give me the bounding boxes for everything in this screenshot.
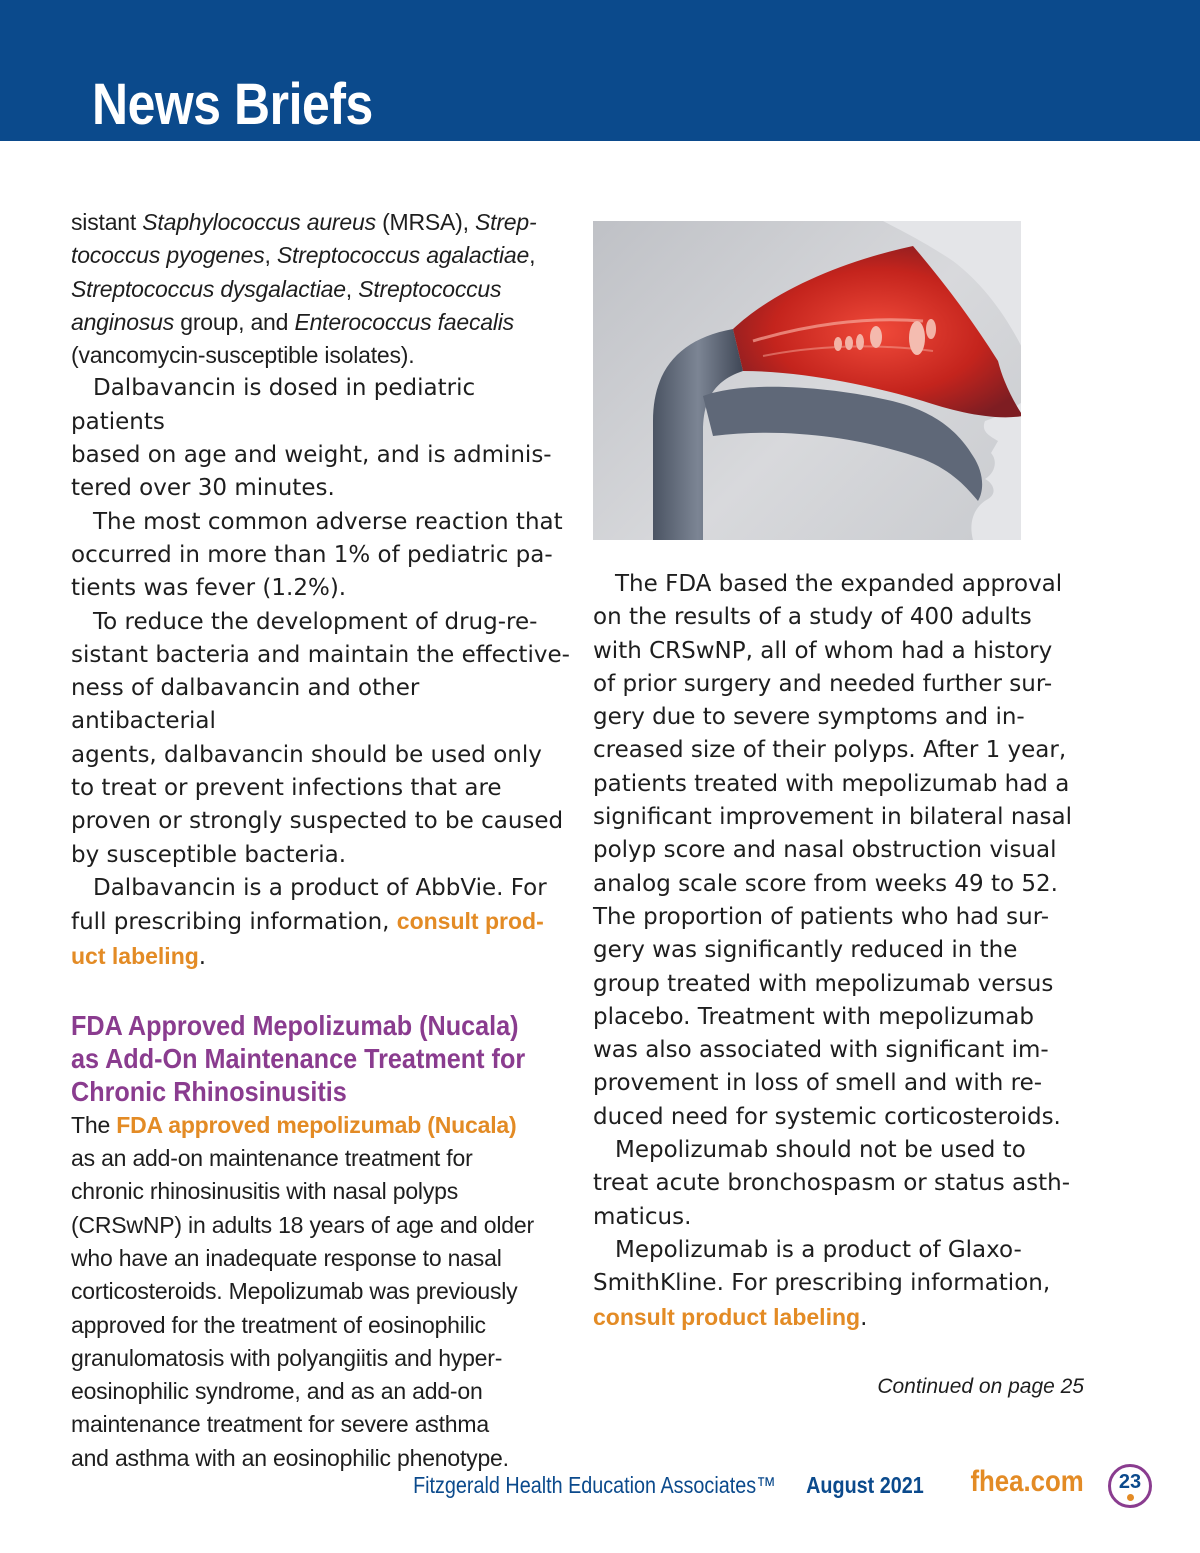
page-number-badge xyxy=(1108,1464,1152,1508)
nasal-cavity-graphic xyxy=(593,221,1021,540)
continued-note: Continued on page 25 xyxy=(877,1375,1084,1398)
fda-approval-link[interactable]: FDA approved mepolizumab (Nucala) xyxy=(116,1111,517,1138)
right-column xyxy=(593,568,1093,1335)
header-banner xyxy=(0,0,1200,141)
left-column xyxy=(71,206,571,1475)
adverse-reaction-paragraph: The most common adverse reaction that occurred in more than 1% of pediatric pa- tients was fever (1.2%). xyxy=(71,508,563,602)
page-title: News Briefs xyxy=(92,72,373,137)
dosing-paragraph: Dalbavancin is dosed in pediatric patients based on age and weight, and is adminis- tered over 30 minutes. xyxy=(71,375,552,502)
consult-product-labeling-link[interactable]: consult prod- uct labeling xyxy=(71,908,544,969)
mepolizumab-product-paragraph: Mepolizumab is a product of Glaxo- SmithKline. For prescribing information, consult product labeling. xyxy=(593,1236,1051,1331)
footer-organization: Fitzgerald Health Education Associates™ xyxy=(413,1472,776,1498)
bronchospasm-paragraph: Mepolizumab should not be used to treat acute bronchospasm or status asth- maticus. xyxy=(593,1137,1071,1230)
mepolizumab-intro-paragraph: The FDA approved mepolizumab (Nucala) as an add-on maintenance treatment for chronic rhinosinusitis with nasal polyps (CRSwNP) in adults 18 years of age and older who have an inadequate response to nasal corticosteroids. Mepolizumab was previously approved for the treatment of eosinophilic granulomatosis with polyangiitis and hyper- eosinophilic syndrome, and as an add-on maintenance treatment for severe asthma and asthma with an eosinophilic phenotype. xyxy=(71,1111,534,1471)
resistance-paragraph: To reduce the development of drug-re- sistant bacteria and maintain the effective- ness of dalbavancin and other antibacterial agents, dalbavancin should be used only to treat or prevent infections that are proven or strongly suspected to be caused by susceptible bacteria. xyxy=(71,608,570,868)
article-headline: FDA Approved Mepolizumab (Nucala) as Add-On Maintenance Treatment for Chronic Rhinosinusitis xyxy=(71,1009,526,1108)
dalbavancin-product-paragraph: Dalbavancin is a product of AbbVie. For full prescribing information, consult prod- uct labeling. xyxy=(71,874,547,970)
consult-product-labeling-link-2[interactable]: consult product labeling xyxy=(593,1303,861,1330)
page-number: 23 xyxy=(1118,1471,1142,1493)
page-footer xyxy=(0,1462,1160,1508)
footer-issue-date: August 2021 xyxy=(806,1472,924,1498)
species-paragraph: sistant Staphylococcus aureus (MRSA), Strep- tococcus pyogenes, Streptococcus agalactiae, Streptococcus dysgalactiae, Streptococcus anginosus group, and Enterococcus faecalis (vancomycin-susceptible isolates). xyxy=(71,209,537,369)
nasal-sinus-illustration xyxy=(593,221,1021,540)
study-paragraph: The FDA based the expanded approval on the results of a study of 400 adults with CRSwNP, all of whom had a history of prior surgery and needed further sur- gery due to severe symptoms and in- creased size of their polyps. After 1 year, patients treated with mepolizumab had a significant improvement in bilateral nasal polyp score and nasal obstruction visual analog scale score from weeks 49 to 52. The proportion of patients who had sur- gery was significantly reduced in the group treated with mepolizumab versus placebo. Treatment with mepolizumab was also associated with significant im- provement in loss of smell and with re- duced need for systemic corticosteroids. xyxy=(593,571,1073,1130)
footer-website-link[interactable]: fhea.com xyxy=(970,1465,1084,1498)
badge-dot-icon xyxy=(1127,1494,1134,1501)
